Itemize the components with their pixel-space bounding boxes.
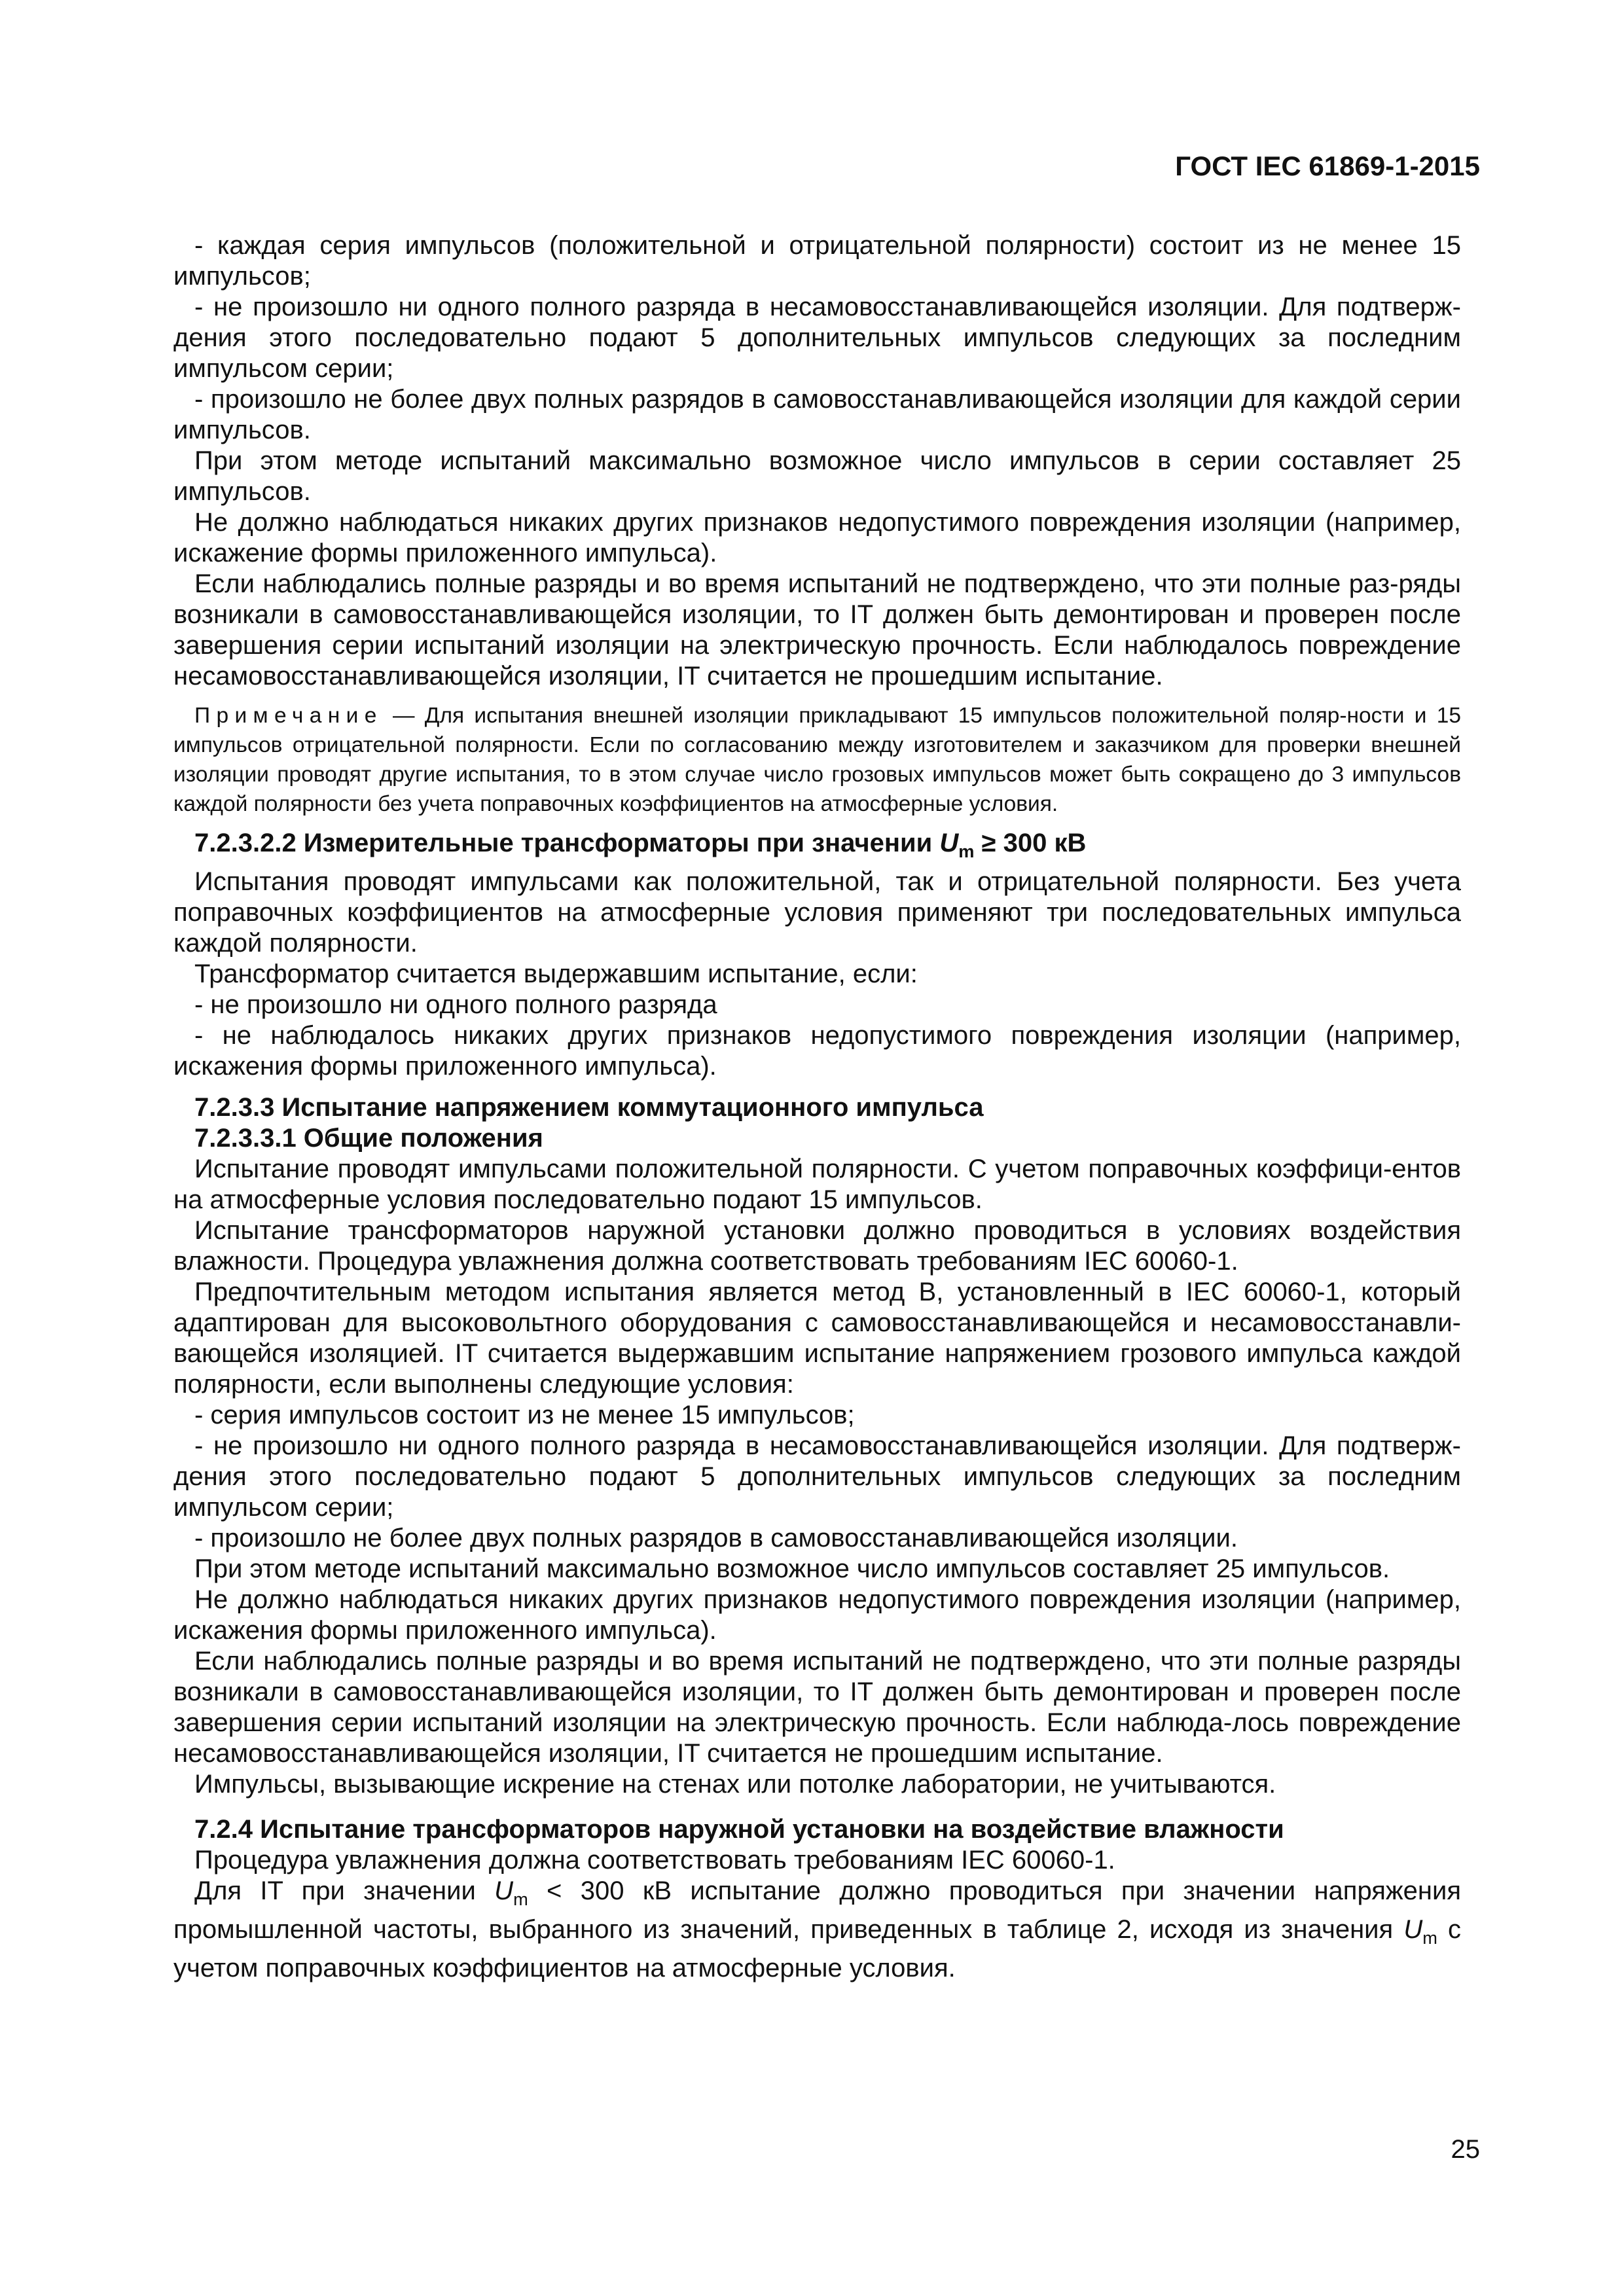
paragraph: Не должно наблюдаться никаких других признаков недопустимого повреждения изоляции (например, искажение формы приложенного импульса). (173, 508, 1461, 567)
paragraph: Не должно наблюдаться никаких других признаков недопустимого повреждения изоляции (например, искажения формы приложенного импульса). (173, 1585, 1461, 1645)
paragraph: При этом методе испытаний максимально возможное число импульсов составляет 25 импульсов. (194, 1554, 1390, 1583)
paragraph: Процедура увлажнения должна соответствовать требованиям IEC 60060-1. (194, 1846, 1115, 1874)
paragraph: При этом методе испытаний максимально возможное число импульсов в серии составляет 25 импульсов. (173, 446, 1461, 506)
paragraph: Импульсы, вызывающие искрение на стенах или потолке лаборатории, не учитываются. (194, 1770, 1276, 1799)
paragraph: Если наблюдались полные разряды и во время испытаний не подтверждено, что эти полные разряды возникали в самовосстанавливающейся изоляции, то IT должен быть демонтирован и проверен после завершения серии испытаний изоляции на электрическую прочность. Если наблюда-лось повреждение несамовосстанавливающейся изоляции, IT считается не прошедшим испытание. (173, 1647, 1461, 1768)
section-heading-7-2-4: 7.2.4 Испытание трансформаторов наружной установки на воздействие влажности (194, 1815, 1284, 1844)
paragraph: - каждая серия импульсов (положительной и отрицательной полярности) состоит из не менее 15 импульсов; (173, 231, 1461, 291)
paragraph: Для IT при значении $U_m < 300$ кВ испытание должно проводиться при значении напряжения промышленной частоты, выбранного из значений, приведенных в таблице 2, исходя из значения $U_m$ с учетом поправочных коэффициентов на атмосферные условия. (173, 1876, 1461, 1982)
paragraph: Предпочтительным методом испытания является метод B, установленный в IEC 60060-1, который адаптирован для высоковольтного оборудования с самовосстанавливающейся и несамовосстанавли-вающейся изоляцией. IT считается выдержавшим испытание напряжением грозового импульса каждой полярности, если выполнены следующие условия: (173, 1278, 1461, 1399)
paragraph: - серия импульсов состоит из не менее 15 импульсов; (194, 1401, 855, 1429)
paragraph: - не произошло ни одного полного разряда (194, 990, 717, 1019)
paragraph: - не произошло ни одного полного разряда в несамовосстанавливающейся изоляции. Для подтверж-дения этого последовательно подают 5 дополнительных импульсов следующих за последним импульсом серии; (173, 293, 1461, 383)
section-heading-7-2-3-3-1: 7.2.3.3.1 Общие положения (194, 1124, 543, 1153)
note-paragraph (173, 701, 1461, 819)
paragraph: - произошло не более двух полных разрядов в самовосстанавливающейся изоляции для каждой серии импульсов. (173, 385, 1461, 444)
section-heading-7-2-3-3: 7.2.3.3 Испытание напряжением коммутационного импульса (194, 1093, 984, 1122)
note-label: Примечание (194, 704, 383, 728)
page-content (173, 230, 1461, 1984)
paragraph: Испытание трансформаторов наружной установки должно проводиться в условиях воздействия влажности. Процедура увлажнения должна соответствовать требованиям IEC 60060-1. (173, 1216, 1461, 1276)
paragraph: - произошло не более двух полных разрядов в самовосстанавливающейся изоляции. (194, 1524, 1238, 1552)
paragraph: - не наблюдалось никаких других признаков недопустимого повреждения изоляции (например, искажения формы приложенного импульса). (173, 1021, 1461, 1081)
paragraph: Испытание проводят импульсами положительной полярности. С учетом поправочных коэффици-ентов на атмосферные условия последовательно подают 15 импульсов. (173, 1155, 1461, 1214)
paragraph: Трансформатор считается выдержавшим испытание, если: (194, 960, 918, 988)
paragraph: Если наблюдались полные разряды и во время испытаний не подтверждено, что эти полные раз-ряды возникали в самовосстанавливающейся изоляции, то IT должен быть демонтирован и проверен после завершения серии испытаний изоляции на электрическую прочность. Если наблюдалось повреждение несамовосстанавливающейся изоляции, IT считается не прошедшим испытание. (173, 569, 1461, 691)
paragraph: - не произошло ни одного полного разряда в несамовосстанавливающейся изоляции. Для подтверж-дения этого последовательно подают 5 дополнительных импульсов следующих за последним импульсом серии; (173, 1431, 1461, 1522)
document-header: ГОСТ IEC 61869-1-2015 (1175, 151, 1480, 181)
page-number: 25 (1451, 2135, 1480, 2164)
paragraph: Испытания проводят импульсами как положительной, так и отрицательной полярности. Без учета поправочных коэффициентов на атмосферные условия применяют три последовательных импульса каждой полярности. (173, 867, 1461, 958)
note-text: — Для испытания внешней изоляции прикладывают 15 импульсов положительной поляр-ности и 15 импульсов отрицательной полярности. Если по согласованию между изготовителем и заказчиком для проверки внешней изоляции проводят другие испытания, то в этом случае число грозовых импульсов может быть сокращено до 3 импульсов каждой полярности без учета поправочных коэффициентов на атмосферные условия. (173, 704, 1461, 816)
section-heading-7-2-3-2-2: 7.2.3.2.2 Измерительные трансформаторы при значении $U_m \ge 300$ кВ (194, 829, 1087, 861)
